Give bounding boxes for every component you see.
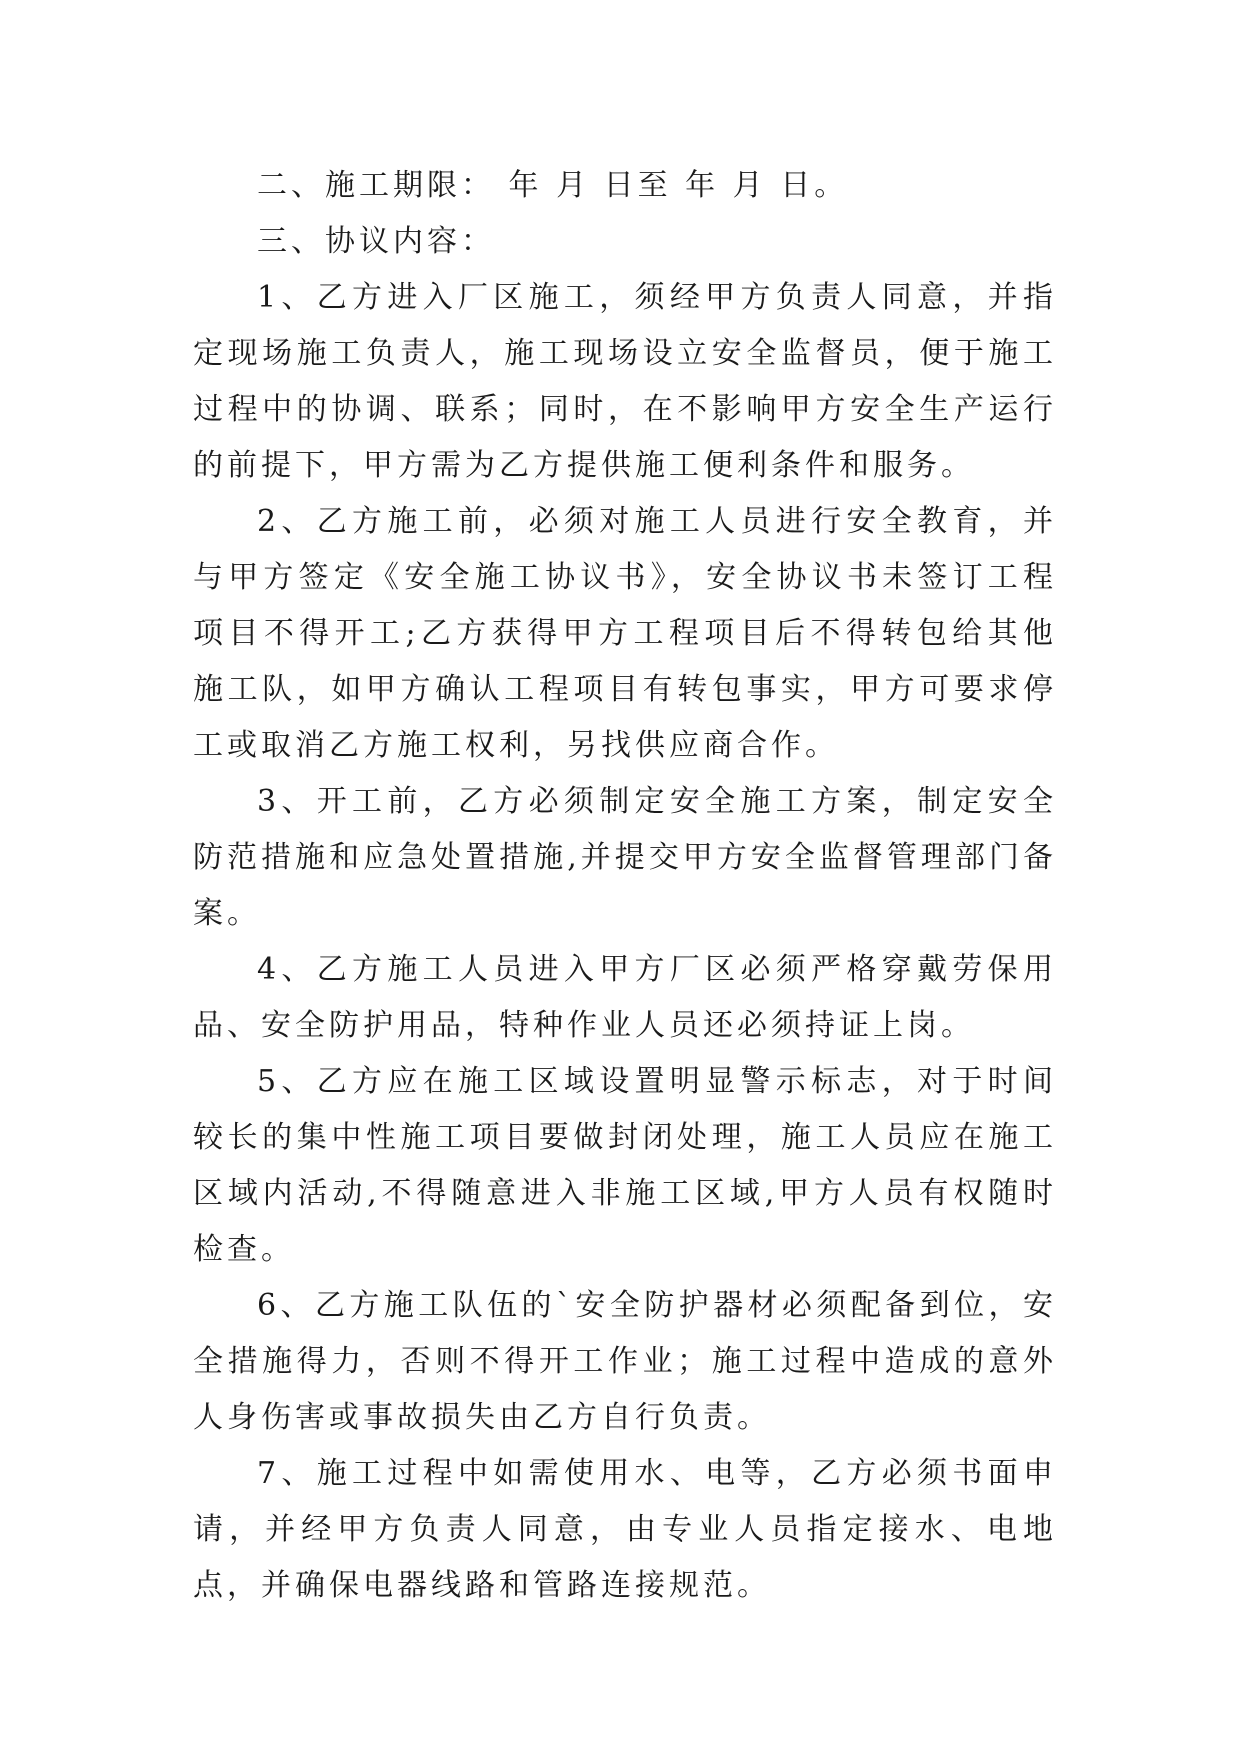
- paragraph-clause-5: 5、乙方应在施工区域设置明显警示标志，对于时间较长的集中性施工项目要做封闭处理，施工人员应在施工区域内活动,不得随意进入非施工区域,甲方人员有权随时检查。: [193, 1064, 1057, 1267]
- paragraph-clause-4: 4、乙方施工人员进入甲方厂区必须严格穿戴劳保用品、安全防护用品，特种作业人员还必须持证上岗。: [193, 952, 1057, 1043]
- paragraph-clause-2: 2、乙方施工前，必须对施工人员进行安全教育，并与甲方签定《安全施工协议书》，安全协议书未签订工程项目不得开工;乙方获得甲方工程项目后不得转包给其他施工队，如甲方确认工程项目有转包事实，甲方可要求停工或取消乙方施工权利，另找供应商合作。: [193, 504, 1057, 763]
- paragraph-agreement-heading: 三、协议内容：: [257, 224, 495, 259]
- paragraph-clause-3: 3、开工前，乙方必须制定安全施工方案，制定安全防范措施和应急处置措施,并提交甲方安全监督管理部门备案。: [193, 784, 1057, 931]
- paragraph-clause-6: 6、乙方施工队伍的`安全防护器材必须配备到位，安全措施得力，否则不得开工作业；施工过程中造成的意外人身伤害或事故损失由乙方自行负责。: [193, 1288, 1057, 1435]
- paragraph-clause-1: 1、乙方进入厂区施工，须经甲方负责人同意，并指定现场施工负责人，施工现场设立安全监督员，便于施工过程中的协调、联系；同时，在不影响甲方安全生产运行的前提下，甲方需为乙方提供施工便利条件和服务。: [193, 280, 1057, 483]
- paragraph-construction-period: 二、施工期限： 年 月 日至 年 月 日。: [257, 168, 849, 203]
- document-body: [193, 158, 1057, 1614]
- paragraph-clause-7: 7、施工过程中如需使用水、电等，乙方必须书面申请，并经甲方负责人同意，由专业人员指定接水、电地点，并确保电器线路和管路连接规范。: [193, 1456, 1057, 1603]
